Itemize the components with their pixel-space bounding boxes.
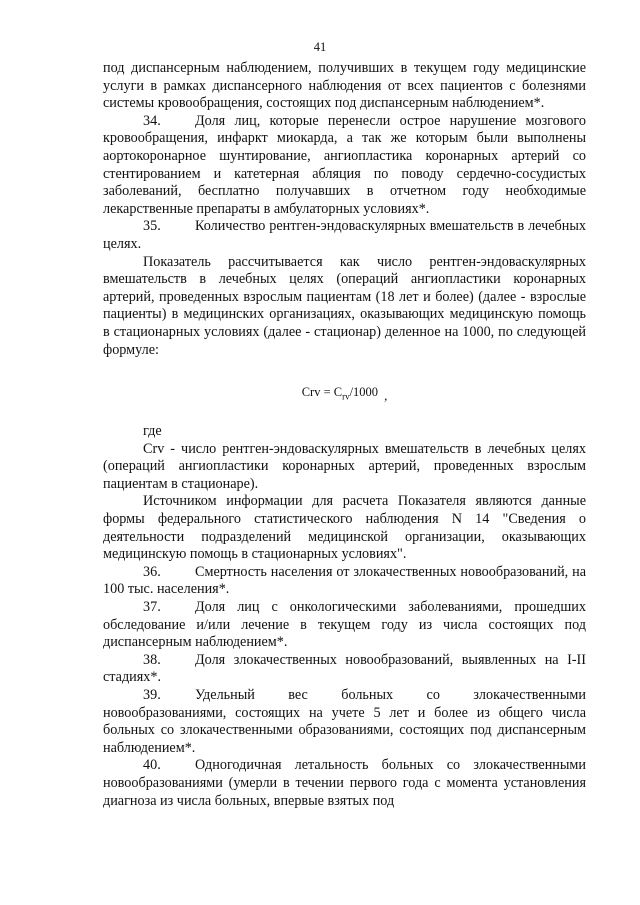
list-item-40	[103, 757, 586, 810]
item-text: Удельный вес больных со злокачественными новообразованиями, состоящих на учете 5 лет и более из общего числа больных со злокачественными образованиями, состоящих под диспансерным наблюдением*.	[103, 687, 586, 756]
list-item-36	[103, 564, 586, 599]
list-item-35	[103, 218, 586, 253]
list-item-37	[103, 599, 586, 652]
formula-expression	[301, 385, 379, 402]
formula-rhs: /1000	[349, 385, 379, 400]
item-number: 39.	[143, 687, 161, 703]
document-body	[103, 60, 586, 810]
item-number: 36.	[143, 563, 161, 580]
item-number: 34.	[143, 112, 161, 129]
item-number: 35.	[143, 218, 161, 235]
item-text: Смертность населения от злокачественных новообразований, на 100 тыс. населения*.	[103, 563, 586, 598]
list-item-39	[103, 687, 586, 757]
page-number: 41	[313, 40, 327, 54]
list-item-34	[103, 113, 586, 219]
formula-comma: ,	[384, 388, 388, 404]
item-number: 37.	[143, 599, 161, 616]
list-item-38	[103, 652, 586, 687]
formula	[103, 377, 586, 411]
formula-subscript: rv	[342, 391, 350, 402]
item-text: Доля лиц, которые перенесли острое нарушение мозгового кровообращения, инфаркт миокарда, а так же которым были выполнены аортокоронарное шунтирование, ангиопластика коронарных артерий со стентированием и катетерная абляция по поводу сердечно-сосудистых заболеваний, бесплатно получавших в отчетном году необходимые лекарственные препараты в амбулаторных условиях*.	[103, 112, 586, 217]
item-text: Доля лиц с онкологическими заболеваниями, прошедших обследование и/или лечение в текущем году из числа состоящих под диспансерным наблюдением*.	[103, 599, 586, 651]
item-text: Количество рентген-эндоваскулярных вмешательств в лечебных целях.	[103, 218, 586, 252]
item-text: Одногодичная летальность больных со злокачественными новообразованиями (умерли в течении первого года с момента установления диагноза из числа больных, впервые взятых под	[103, 757, 586, 809]
paragraph-crv-definition: Crv - число рентген-эндоваскулярных вмешательств в лечебных целях (операций ангиопластики коронарных артерий, проведенных взрослым пациентам в стационаре).	[103, 440, 586, 492]
paragraph-continuation: под диспансерным наблюдением, получивших в текущем году медицинские услуги в рамках диспансерного наблюдения от всех пациентов с болезнями системы кровообращения, состоящих под диспансерным наблюдением*.	[103, 60, 586, 112]
item-text: Доля злокачественных новообразований, выявленных на I-II стадиях*.	[103, 651, 586, 686]
paragraph-source: Источником информации для расчета Показателя являются данные формы федерального статистического наблюдения N 14 "Сведения о деятельности подразделений медицинской организации, оказывающих медицинскую помощь в стационарных условиях".	[103, 493, 586, 563]
item-number: 40.	[143, 757, 161, 774]
where-label: где	[143, 423, 162, 440]
paragraph-indicator: Показатель рассчитывается как число рентген-эндоваскулярных вмешательств в лечебных целях (операций ангиопластики коронарных артерий, проведенных взрослым пациентам (18 лет и более) (далее - взрослые пациенты) в медицинских организациях, оказывающих медицинскую помощь в стационарных условиях (далее - стационар) деленное на 1000, по следующей формуле:	[103, 253, 586, 358]
item-number: 38.	[143, 651, 161, 668]
formula-lhs: Crv = C	[301, 385, 343, 400]
